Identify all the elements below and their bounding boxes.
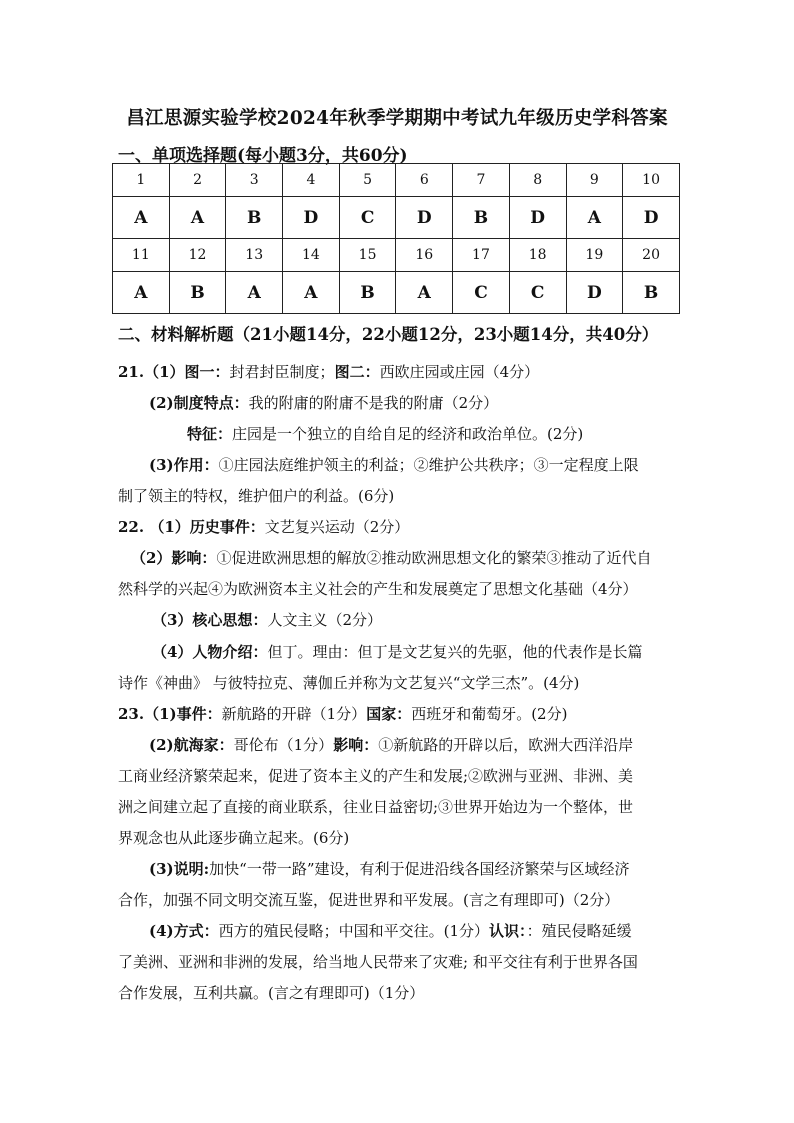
answer-line xyxy=(118,703,567,724)
answer-label: 图二： xyxy=(334,363,380,381)
answer-letter: D xyxy=(623,197,680,239)
answer-label: 23.（1)事件： xyxy=(118,705,222,723)
answer-text: 哥伦布（1分） xyxy=(233,736,334,754)
answer-label: 认识： xyxy=(489,922,527,940)
answer-letter: C xyxy=(453,272,510,314)
answer-letter: D xyxy=(566,272,623,314)
answer-label: 国家： xyxy=(366,705,412,723)
answer-line xyxy=(118,765,633,786)
question-number: 5 xyxy=(339,164,396,197)
answer-label: (2)制度特点： xyxy=(149,394,249,412)
multiple-choice-answer-table xyxy=(112,163,680,314)
answer-text: 了美洲、亚洲和非洲的发展，给当地人民带来了灾难; 和平交往有利于世界各国 xyxy=(118,953,638,971)
question-number: 13 xyxy=(226,239,283,272)
answer-text: ①新航路的开辟以后，欧洲大西洋沿岸 xyxy=(378,736,634,754)
answer-line xyxy=(152,609,382,630)
answer-line xyxy=(149,920,632,941)
answer-text: 制了领主的特权，维护佃户的利益。(6分) xyxy=(118,487,395,505)
answer-text: 工商业经济繁荣起来，促进了资本主义的产生和发展;②欧洲与亚洲、非洲、美 xyxy=(118,767,634,785)
question-number: 14 xyxy=(283,239,340,272)
answer-text: ①促进欧洲思想的解放②推动欧洲思想文化的繁荣③推动了近代自 xyxy=(216,549,652,567)
question-number: 6 xyxy=(396,164,453,197)
answer-text: 但丁。理由：但丁是文艺复兴的先驱，他的代表作是长篇 xyxy=(267,643,643,661)
answer-line xyxy=(118,485,394,506)
answer-label: （2）影响： xyxy=(131,549,217,567)
answer-text: 封君封臣制度； xyxy=(229,363,335,381)
answer-text: 诗作《神曲》 与彼特拉克、薄伽丘并称为文艺复兴“文学三杰”。(4分) xyxy=(118,674,580,692)
question-number: 3 xyxy=(226,164,283,197)
answer-text: 加快“一带一路”建设，有利于促进沿线各国经济繁荣与区域经济 xyxy=(209,860,630,878)
answer-line xyxy=(118,796,633,817)
answer-line xyxy=(149,392,498,413)
answer-letter: D xyxy=(509,197,566,239)
answer-line xyxy=(149,734,633,755)
question-number: 18 xyxy=(509,239,566,272)
answer-line xyxy=(118,982,424,1003)
answer-letter: B xyxy=(226,197,283,239)
question-number: 9 xyxy=(566,164,623,197)
question-number: 7 xyxy=(453,164,510,197)
answer-letter: C xyxy=(339,197,396,239)
answer-letter: B xyxy=(453,197,510,239)
answer-text: 界观念也从此逐步确立起来。(6分) xyxy=(118,829,350,847)
question-number: 16 xyxy=(396,239,453,272)
question-number: 15 xyxy=(339,239,396,272)
answer-line xyxy=(118,951,638,972)
answer-text: 合作发展，互利共赢。(言之有理即可)（1分） xyxy=(118,984,425,1002)
section1-heading: 一、单项选择题(每小题3分，共60分) xyxy=(118,146,408,166)
answer-label: （3）核心思想： xyxy=(152,611,268,629)
answer-letter: A xyxy=(169,197,226,239)
answer-letter: D xyxy=(283,197,340,239)
question-number-row xyxy=(113,239,680,272)
answer-line xyxy=(149,454,639,475)
answer-line xyxy=(187,423,583,444)
answer-text: 文艺复兴运动（2分） xyxy=(264,518,410,536)
answer-text: 西班牙和葡萄牙。(2分) xyxy=(411,705,568,723)
answer-label: (2)航海家： xyxy=(149,736,234,754)
answer-line xyxy=(118,827,349,848)
answer-line xyxy=(118,672,579,693)
answer-text: 洲之间建立起了直接的商业联系，往业日益密切;③世界开始边为一个整体，世 xyxy=(118,798,634,816)
answer-line xyxy=(149,858,630,879)
answer-text: 西欧庄园或庄园（4分） xyxy=(379,363,540,381)
question-number: 12 xyxy=(169,239,226,272)
answer-text: 然科学的兴起④为欧洲资本主义社会的产生和发展奠定了思想文化基础（4分） xyxy=(118,580,638,598)
answer-letter-row xyxy=(113,272,680,314)
answer-line xyxy=(118,578,638,599)
answer-label: 特征： xyxy=(187,425,233,443)
answer-letter: A xyxy=(113,197,170,239)
answer-text: 人文主义（2分） xyxy=(267,611,382,629)
question-number: 2 xyxy=(169,164,226,197)
answer-letter: B xyxy=(169,272,226,314)
answer-text: ：殖民侵略延缓 xyxy=(526,922,632,940)
question-number: 17 xyxy=(453,239,510,272)
answer-letter: A xyxy=(113,272,170,314)
answer-letter: A xyxy=(566,197,623,239)
answer-letter: A xyxy=(283,272,340,314)
question-number: 20 xyxy=(623,239,680,272)
document-title: 昌江思源实验学校2024年秋季学期期中考试九年级历史学科答案 xyxy=(126,108,668,129)
answer-label: 22. （1）历史事件： xyxy=(118,518,265,536)
answer-label: （4）人物介绍： xyxy=(152,643,268,661)
answer-label: (3)作用： xyxy=(149,456,219,474)
answer-label: (4)方式： xyxy=(149,922,219,940)
answer-letter: B xyxy=(623,272,680,314)
question-number: 4 xyxy=(283,164,340,197)
answer-line xyxy=(152,641,642,662)
answer-line xyxy=(131,547,651,568)
answer-line xyxy=(118,516,409,537)
answer-text: 庄园是一个独立的自给自足的经济和政治单位。(2分) xyxy=(232,425,584,443)
answer-label: (3)说明: xyxy=(149,860,210,878)
answer-text: ①庄园法庭维护领主的利益；②维护公共秩序；③一定程度上限 xyxy=(218,456,639,474)
answer-text: 新航路的开辟（1分） xyxy=(221,705,367,723)
answer-text: 合作，加强不同文明交流互鉴，促进世界和平发展。(言之有理即可)（2分） xyxy=(118,891,620,909)
answer-letter: A xyxy=(396,272,453,314)
answer-letter: A xyxy=(226,272,283,314)
answer-letter: D xyxy=(396,197,453,239)
answer-text: 西方的殖民侵略；中国和平交往。(1分） xyxy=(218,922,490,940)
answer-letter: C xyxy=(509,272,566,314)
question-number: 10 xyxy=(623,164,680,197)
section2-heading: 二、材料解析题（21小题14分，22小题12分，23小题14分，共40分） xyxy=(118,325,659,344)
answer-line xyxy=(118,889,619,910)
question-number-row xyxy=(113,164,680,197)
answer-text: 我的附庸的附庸不是我的附庸（2分） xyxy=(248,394,499,412)
question-number: 19 xyxy=(566,239,623,272)
question-number: 1 xyxy=(113,164,170,197)
question-number: 8 xyxy=(509,164,566,197)
answer-label: 影响： xyxy=(333,736,379,754)
answer-label: 21.（1）图一： xyxy=(118,363,230,381)
answer-line xyxy=(118,361,539,382)
answer-letter: B xyxy=(339,272,396,314)
question-number: 11 xyxy=(113,239,170,272)
answer-letter-row xyxy=(113,197,680,239)
